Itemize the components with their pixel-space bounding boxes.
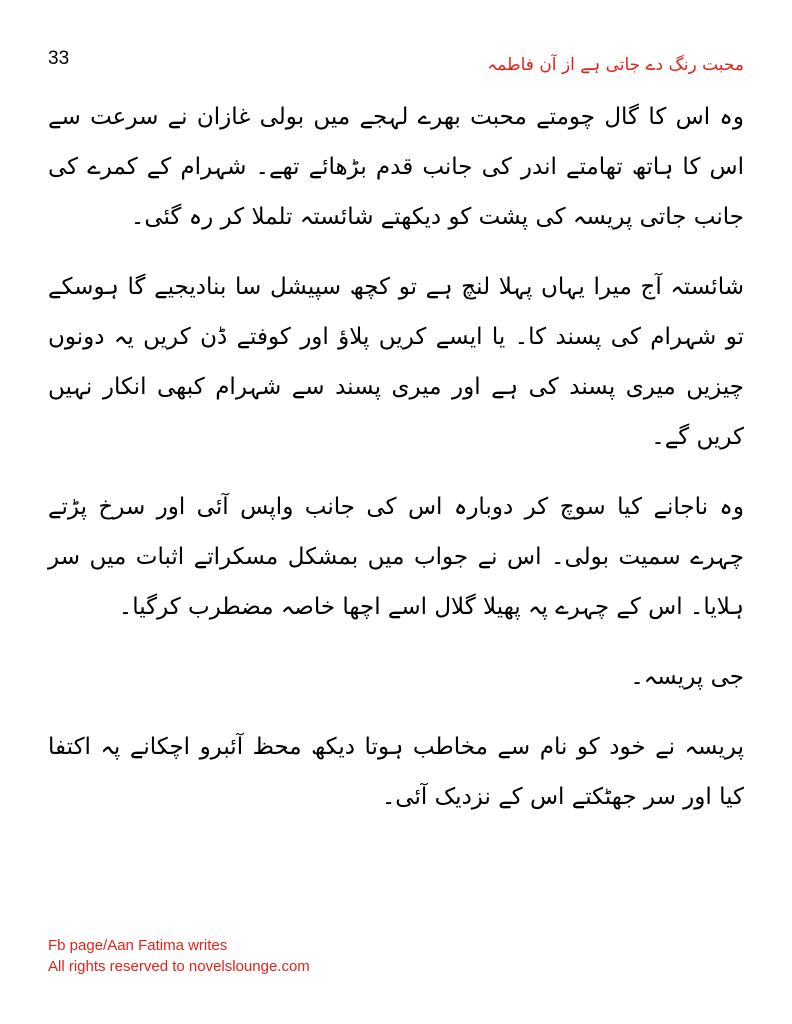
paragraph: وہ اس کا گال چومتے محبت بھرے لہجے میں بولی غازان نے سرعت سے اس کا ہاتھ تھامتے اندر کی جانب قدم بڑھائے تھے۔ شہرام کے کمرے کی جانب جاتی پریسہ کی پشت کو دیکھتے شائستہ تلملا کر رہ گئی۔ — [48, 104, 744, 230]
footer-fb-page: Fb page/Aan Fatima writes — [48, 937, 228, 954]
paragraph: جی پریسہ۔ — [630, 664, 744, 690]
paragraph: شائستہ آج میرا یہاں پہلا لنچ ہے تو کچھ سپیشل سا بنادیجیے گا ہوسکے تو شہرام کی پسند کا۔ یا ایسے کریں پلاؤ اور کوفتے ڈن کریں یہ دونوں چیزیں میری پسند کی ہے اور میری پسند سے شہرام کبھی انکار نہیں کریں گے۔ — [48, 274, 744, 450]
paragraph: پریسہ نے خود کو نام سے مخاطب ہوتا دیکھ محظ آئبرو اچکانے پہ اکتفا کیا اور سر جھٹکتے اس کے نزدیک آئی۔ — [48, 734, 744, 810]
paragraph: وہ ناجانے کیا سوچ کر دوبارہ اس کی جانب واپس آئی اور سرخ پڑتے چہرے سمیت بولی۔ اس نے جواب میں بمشکل مسکراتے اثبات میں سر ہلایا۔ اس کے چہرے پہ پھیلا گلال اسے اچھا خاصہ مضطرب کرگیا۔ — [48, 494, 744, 620]
page-number: 33 — [48, 48, 70, 69]
body-text — [48, 92, 744, 822]
footer — [48, 935, 310, 977]
footer-copyright: All rights reserved to novelslounge.com — [48, 958, 310, 975]
running-header: محبت رنگ دے جاتی ہے از آن فاطمہ — [487, 55, 744, 75]
